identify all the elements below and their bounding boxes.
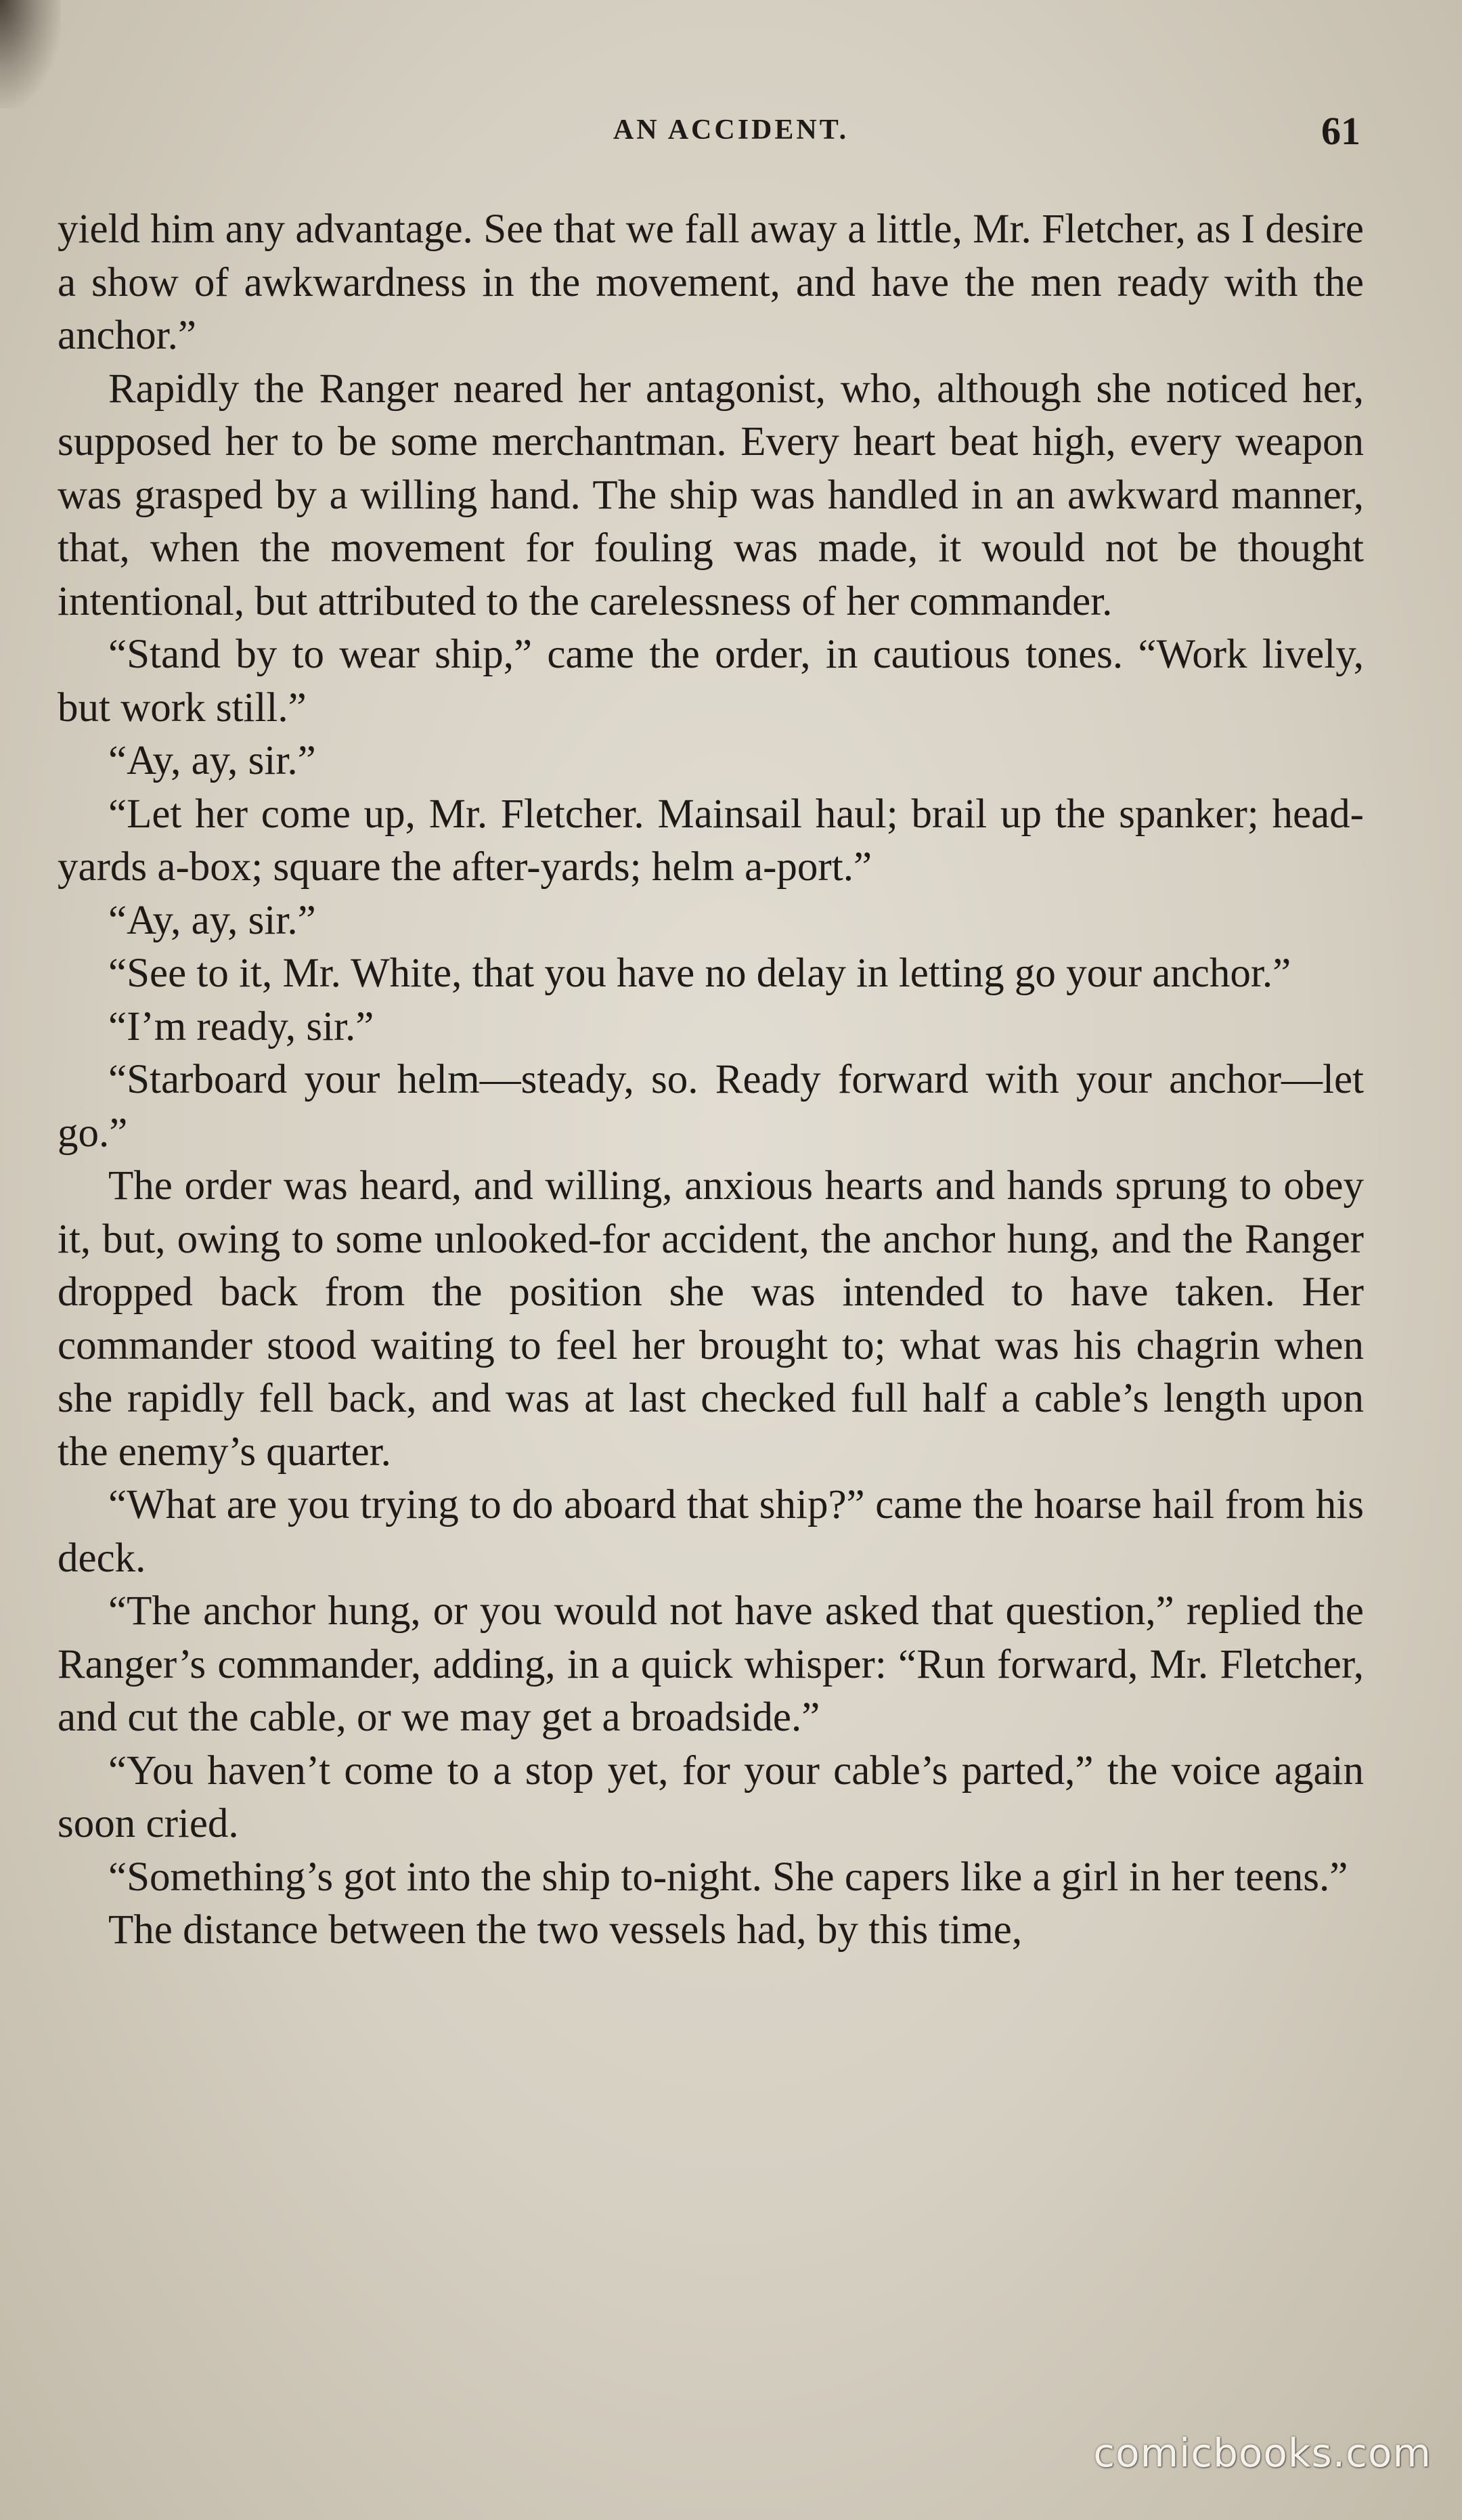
paragraph: “I’m ready, sir.” <box>108 1003 374 1049</box>
body-text <box>58 203 1364 1957</box>
page-corner-shadow <box>0 0 61 108</box>
page-number: 61 <box>1321 109 1360 153</box>
chapter-running-title: AN ACCIDENT. <box>613 114 849 146</box>
watermark: comicbooks.com <box>1093 2430 1432 2476</box>
paragraph: The order was heard, and willing, anxious hearts and hands sprung to obey it, but, owing to some unlooked-for accident, the anchor hung, and the Ranger dropped back from the position she was intended to have taken. Her commander stood waiting to feel her brought to; what was his chagrin when she rapidly fell back, and was at last checked full half a cable’s length upon the enemy’s quarter. <box>58 1163 1364 1475</box>
paragraph: “See to it, Mr. White, that you have no delay in letting go your anchor.” <box>108 951 1291 996</box>
paragraph: yield him any advantage. See that we fall away a little, Mr. Fletcher, as I desire a show of awkwardness in the movement, and have the men ready with the anchor.” <box>58 207 1364 358</box>
paragraph: “What are you trying to do aboard that ship?” came the hoarse hail from his deck. <box>58 1482 1364 1581</box>
paragraph: “Starboard your helm—steady, so. Ready forward with your anchor—let go.” <box>58 1057 1364 1156</box>
paragraph: “You haven’t come to a stop yet, for your cable’s parted,” the voice again soon cried. <box>58 1747 1364 1846</box>
paragraph: Rapidly the Ranger neared her antagonist, who, although she noticed her, supposed her to be some merchantman. Every heart beat high, every weapon was grasped by a willing hand. The ship was handled in an awkward manner, that, when the movement for fouling was made, it would not be thought intentional, but attributed to the carelessness of her commander. <box>58 366 1364 624</box>
paragraph: “Stand by to wear ship,” came the order, in cautious tones. “Work lively, but work still.” <box>58 632 1364 731</box>
paragraph: “The anchor hung, or you would not have asked that question,” replied the Ranger’s commander, adding, in a quick whisper: “Run forward, Mr. Fletcher, and cut the cable, or we may get a broadside.” <box>58 1588 1364 1740</box>
paragraph: The distance between the two vessels had, by this time, <box>108 1907 1023 1953</box>
paragraph: “Ay, ay, sir.” <box>108 897 316 943</box>
paragraph: “Let her come up, Mr. Fletcher. Mainsail haul; brail up the spanker; head-yards a-box; square the after-yards; helm a-port.” <box>58 791 1364 890</box>
paragraph: “Something’s got into the ship to-night. She capers like a girl in her teens.” <box>108 1854 1348 1900</box>
running-header <box>0 108 1462 162</box>
paragraph: “Ay, ay, sir.” <box>108 738 316 783</box>
